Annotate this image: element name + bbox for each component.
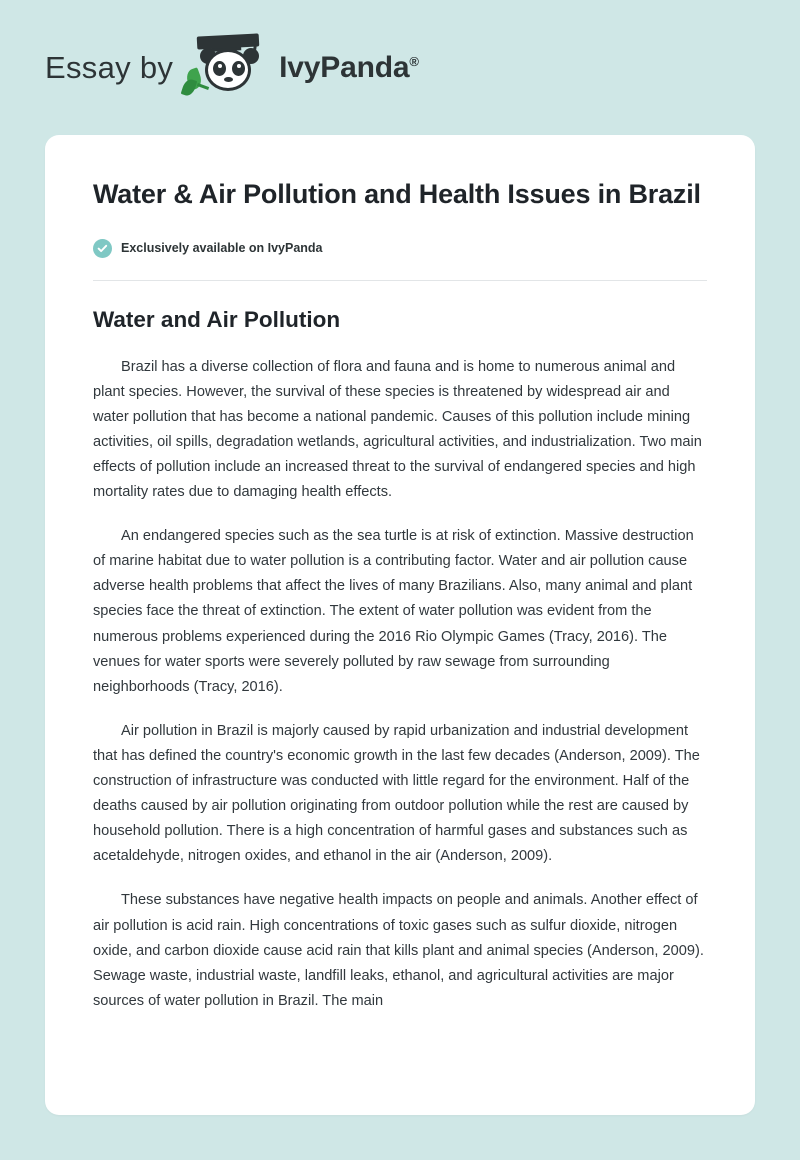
check-circle-icon (93, 239, 112, 258)
logo-wordmark (279, 51, 419, 85)
ivypanda-logo[interactable] (183, 35, 419, 101)
site-header (0, 0, 800, 135)
title-divider (93, 280, 707, 281)
body-paragraph: An endangered species such as the sea turtle is at risk of extinction. Massive destruction of marine habitat due to water pollution is a contributing factor. Water and air pollution cause adverse health problems that affect the lives of many Brazilians. Also, many animal and plant species face the threat of extinction. The extent of water pollution was evident from the numerous problems experienced during the 2016 Rio Olympic Games (Tracy, 2016). The venues for water sports were severely polluted by raw sewage from surrounding neighborhoods (Tracy, 2016). (93, 528, 694, 695)
body-paragraph: Brazil has a diverse collection of flora and fauna and is home to numerous animal and plant species. However, the survival of these species is threatened by widespread air and water pollution that has become a national pandemic. Causes of this pollution include mining activities, oil spills, degradation wetlands, agricultural activities, and industrialization. Two main effects of pollution include an increased threat to the survival of endangered species and high mortality rates due to damaging health effects. (93, 358, 702, 501)
body-paragraph: These substances have negative health impacts on people and animals. Another effect of air pollution is acid rain. High concentrations of toxic gases such as sulfur dioxide, nitrogen oxide, and carbon dioxide cause acid rain that kills plant and animal species (Anderson, 2009). Sewage waste, industrial waste, landfill leaks, ethanol, and agricultural activities are major sources of water pollution in Brazil. The main (93, 892, 704, 1009)
exclusivity-label: Exclusively available on IvyPanda (121, 241, 323, 256)
section-heading: Water and Air Pollution (93, 306, 341, 332)
logo-trademark: ® (409, 53, 419, 69)
essay-by-label: Essay by (45, 49, 174, 85)
panda-graduate-icon (183, 35, 275, 101)
document-card (45, 135, 755, 1115)
page-title: Water & Air Pollution and Health Issues in Brazil (93, 179, 701, 209)
brand-lockup[interactable] (45, 35, 419, 101)
logo-word-text: IvyPanda (279, 50, 410, 84)
body-paragraph: Air pollution in Brazil is majorly caused by rapid urbanization and industrial development that has defined the country's economic growth in the last few decades (Anderson, 2009). The construction of infrastructure was conducted with little regard for the environment. Half of the deaths caused by air pollution originating from outdoor pollution while the rest are caused by household pollution. There is a high concentration of harmful gases and substances such as acetaldehyde, nitrogen oxides, and ethanol in the air (Anderson, 2009). (93, 722, 700, 865)
exclusivity-badge (93, 239, 707, 258)
